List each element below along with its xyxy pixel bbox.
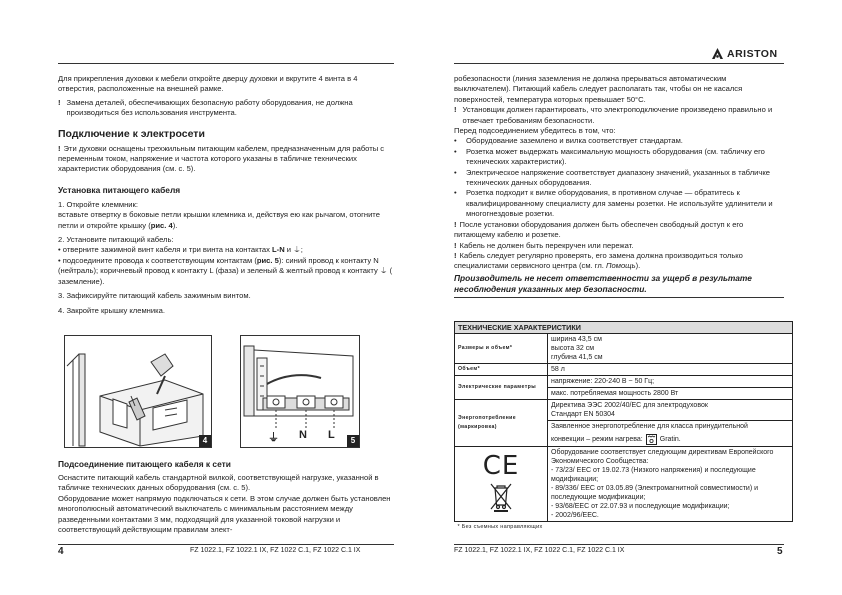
ce-directives — [548, 447, 793, 522]
footer-models-right: FZ 1022.1, FZ 1022.1 IX, FZ 1022 C.1, FZ 1022 C.1 IX — [454, 547, 625, 554]
ce-directive-text: - 89/336/ ЕЕС от 03.05.89 (Электромагнитной совместимости) и последующие модификации; — [551, 485, 759, 501]
list-item: • Оборудование заземлено и вилка соответствует стандартам. — [454, 136, 784, 146]
page-number-right: 5 — [777, 546, 783, 557]
header-rule-right — [454, 63, 784, 64]
energy-label: Энергопотребление (маркировка) — [455, 400, 548, 447]
warning-paragraph — [58, 98, 394, 119]
access-warning — [454, 220, 784, 241]
neutral-label: N — [299, 429, 307, 441]
step-2-bullet-2-b: ): синий провод к контакту N (нейтраль); коричневый провод к контакту L (фаза) и зеленый & желтый провод к контакту ⏚ ( заземление). — [58, 255, 393, 286]
step-1-text-a: вставьте отвертку в боковые петли крышки клемника и, действуя ею как рычагом, отогните петли и откройте крышку ( — [58, 210, 380, 230]
energy-directive — [548, 400, 793, 421]
footer-rule-left — [58, 544, 394, 545]
warning-icon: ! — [454, 219, 457, 229]
help-chapter-reference: Помощь — [606, 261, 636, 271]
weee-bin-icon — [488, 482, 514, 512]
table-row — [455, 334, 793, 364]
spec-table-title: ТЕХНИЧЕСКИЕ ХАРАКТЕРИСТИКИ — [455, 322, 793, 334]
cable-check-text-b: ). — [635, 261, 641, 271]
step-1-text-b: ). — [172, 220, 178, 230]
installer-warning-text: Установщик должен гарантировать, что электроподключение произведено правильно и отвечает требованиям безопасности. — [462, 105, 773, 125]
table-footnote: * Без съемных направляющих — [455, 522, 793, 534]
step-1: 1. Откройте клеммник: — [58, 199, 138, 209]
ariston-logo-icon — [711, 47, 724, 60]
brand-logo — [711, 47, 778, 60]
left-page — [58, 74, 394, 316]
figure-number: 4 — [199, 435, 211, 447]
right-page — [454, 74, 784, 298]
spec-table — [454, 321, 793, 533]
ce-directive-text: - 2002/96/ЕЕС. — [551, 512, 599, 519]
table-row — [455, 376, 793, 388]
access-warning-text: После установки оборудования должен быть обеспечен свободный доступ к его питающему кабелю и розетке. — [454, 219, 744, 240]
table-row — [455, 364, 793, 376]
checklist — [454, 136, 784, 219]
dims-values — [548, 334, 793, 364]
warning-text: Замена деталей, обеспечивающих безопасную работу оборудования, не должна производиться без использования инструмента. — [66, 97, 353, 118]
step-1-text — [58, 210, 394, 231]
ground-label: ⏚ — [268, 432, 279, 444]
step-2-bullet-1-b: и ⏚; — [284, 245, 303, 255]
gratin-mode-icon — [646, 434, 657, 445]
mains-connection-title: Подсоединение питающего кабеля к сети — [58, 459, 231, 469]
energy-class — [548, 421, 793, 447]
fig-5-reference: рис. 5 — [256, 255, 279, 265]
mains-paragraph-1: Оснастите питающий кабель стандартной вилкой, соответствующей нагрузке, указанной в табличке технических данных оборудования (см. с. 5). — [58, 473, 379, 493]
step-4: 4. Закройте крышку клемника. — [58, 305, 165, 315]
warning-icon: ! — [58, 97, 61, 107]
mains-paragraph-2: Оборудование может напрямую подключаться к сети. В этом случае должен быть установлен многополюсный автоматический выключатель с минимальным расстоянием между разведенными контактами 3 мм, подходящий для указанной токовой нагрузки и соответствующий действующим правилам элект- — [58, 493, 391, 535]
section-title: Подключение к электросети — [58, 127, 205, 140]
energy-class-text: Заявленное энергопотребление для класса принудительной — [551, 423, 748, 430]
brand-name: ARISTON — [727, 47, 778, 60]
page-number-left: 4 — [58, 546, 64, 557]
dims-label: Размеры и объем* — [455, 334, 548, 364]
list-item: • Электрическое напряжение соответствует диапазону значений, указанных в табличке технических данных оборудования. — [454, 168, 784, 189]
ce-directive-text: - 93/68/ЕЕС от 22.07.93 и последующие модификации; — [551, 503, 730, 510]
warning-icon: ! — [454, 240, 457, 250]
cable-check-warning — [454, 251, 784, 272]
warning-icon: ! — [454, 105, 457, 115]
step-2-bullet-1 — [58, 245, 394, 255]
energy-mode — [551, 434, 789, 445]
electrical-label: Электрические параметры — [455, 376, 548, 400]
width-value: ширина 43,5 см — [551, 336, 602, 343]
cable-twist-warning-text: Кабель не должен быть перекручен или пережат. — [459, 240, 634, 250]
table-row — [455, 400, 793, 421]
header-rule-left — [58, 63, 394, 64]
spec-table-container — [454, 321, 793, 533]
checklist-intro: Перед подсоединением убедитесь в том, что: — [454, 126, 616, 136]
height-value: высота 32 см — [551, 345, 595, 352]
voltage-value: напряжение: 220-240 В ~ 50 Гц; — [548, 376, 793, 388]
step-2: 2. Установите питающий кабель: — [58, 235, 174, 245]
gratin-label: Gratin. — [659, 436, 681, 443]
cable-check-text-a: Кабель следует регулярно проверять, его замена должна производиться только специалистами сервисного центра (см. гл. — [454, 250, 743, 271]
ce-weee-marks — [455, 447, 548, 522]
volume-label: Объем* — [455, 364, 548, 376]
ln-contacts: L-N — [272, 245, 285, 255]
figure-4 — [64, 335, 212, 448]
section-paragraph — [58, 144, 394, 175]
ce-directive-text: - 73/23/ ЕЕС от 19.02.73 (Низкого напряжения) и последующие модификации; — [551, 467, 756, 483]
list-item: • Розетка может выдержать максимальную мощность оборудования (см. табличку его технических характеристик). — [454, 147, 784, 168]
terminal-cover-opening-illustration — [65, 336, 211, 447]
step-2-bullet-2-a: • подсоедините провода к соответствующим контактам ( — [58, 255, 257, 265]
cable-twist-warning — [454, 241, 784, 251]
volume-value: 58 л — [548, 364, 793, 376]
table-row — [455, 447, 793, 522]
energy-directive-text: Директива ЭЭС 2002/40/EC для электродуховок — [551, 402, 708, 409]
footer-rule-right — [454, 544, 784, 545]
installer-warning — [454, 105, 784, 126]
step-3: 3. Зафиксируйте питающий кабель зажимным винтом. — [58, 291, 251, 301]
list-item: • Розетка подходит к вилке оборудования, в противном случае — обратитесь к квалифицированному специалисту для замены розетки. Не используйте удлинители и многогнездовые розетки. — [454, 188, 784, 219]
cable-install-title: Установка питающего кабеля — [58, 184, 181, 195]
table-row — [455, 522, 793, 534]
section-text: Эти духовки оснащены трехжильным питающим кабелем, предназначенным для работы с переменным током, напряжение и частота которого указаны в табличке технических характеристик оборудования (см. с. 5). — [58, 143, 385, 174]
figure-number: 5 — [347, 435, 359, 447]
step-2-bullet-1-a: • отверните зажимной винт кабеля и три винта на контактах — [58, 245, 273, 255]
energy-standard-text: Стандарт EN 50304 — [551, 411, 615, 418]
fig-4-reference: рис. 4 — [150, 220, 173, 230]
warning-icon: ! — [58, 143, 61, 153]
figure-5 — [240, 335, 360, 448]
step-2-bullet-2 — [58, 256, 394, 287]
depth-value: глубина 41,5 см — [551, 354, 603, 361]
ce-directive-text: Оборудование соответствует следующим директивам Европейского Экономического Сообщества: — [551, 449, 774, 465]
left-page-bottom — [58, 459, 394, 535]
continued-paragraph: робезопасности (линия заземления не должна прерываться автоматическим выключателем). Питающий кабель следует располагать так, чтобы он не касался поверхностей, температура которых превышает 50°C. — [454, 74, 743, 104]
footer-models-left: FZ 1022.1, FZ 1022.1 IX, FZ 1022 C.1, FZ 1022 C.1 IX — [190, 547, 361, 554]
energy-mode-text: конвекции – режим нагрева: — [551, 436, 643, 443]
power-value: макс. потребляемая мощность 2800 Вт — [548, 388, 793, 400]
intro-paragraph: Для прикрепления духовки к мебели откройте дверцу духовки и вкрутите 4 винта в 4 отверстия, расположенные на внешней рамке. — [58, 74, 358, 94]
warning-icon: ! — [454, 250, 457, 260]
line-label: L — [328, 429, 335, 441]
liability-notice: Производитель не несет ответственности за ущерб в результате несоблюдения указанных мер безопасности. — [454, 272, 752, 294]
notice-rule — [454, 297, 784, 298]
ce-mark: CE — [482, 451, 520, 481]
